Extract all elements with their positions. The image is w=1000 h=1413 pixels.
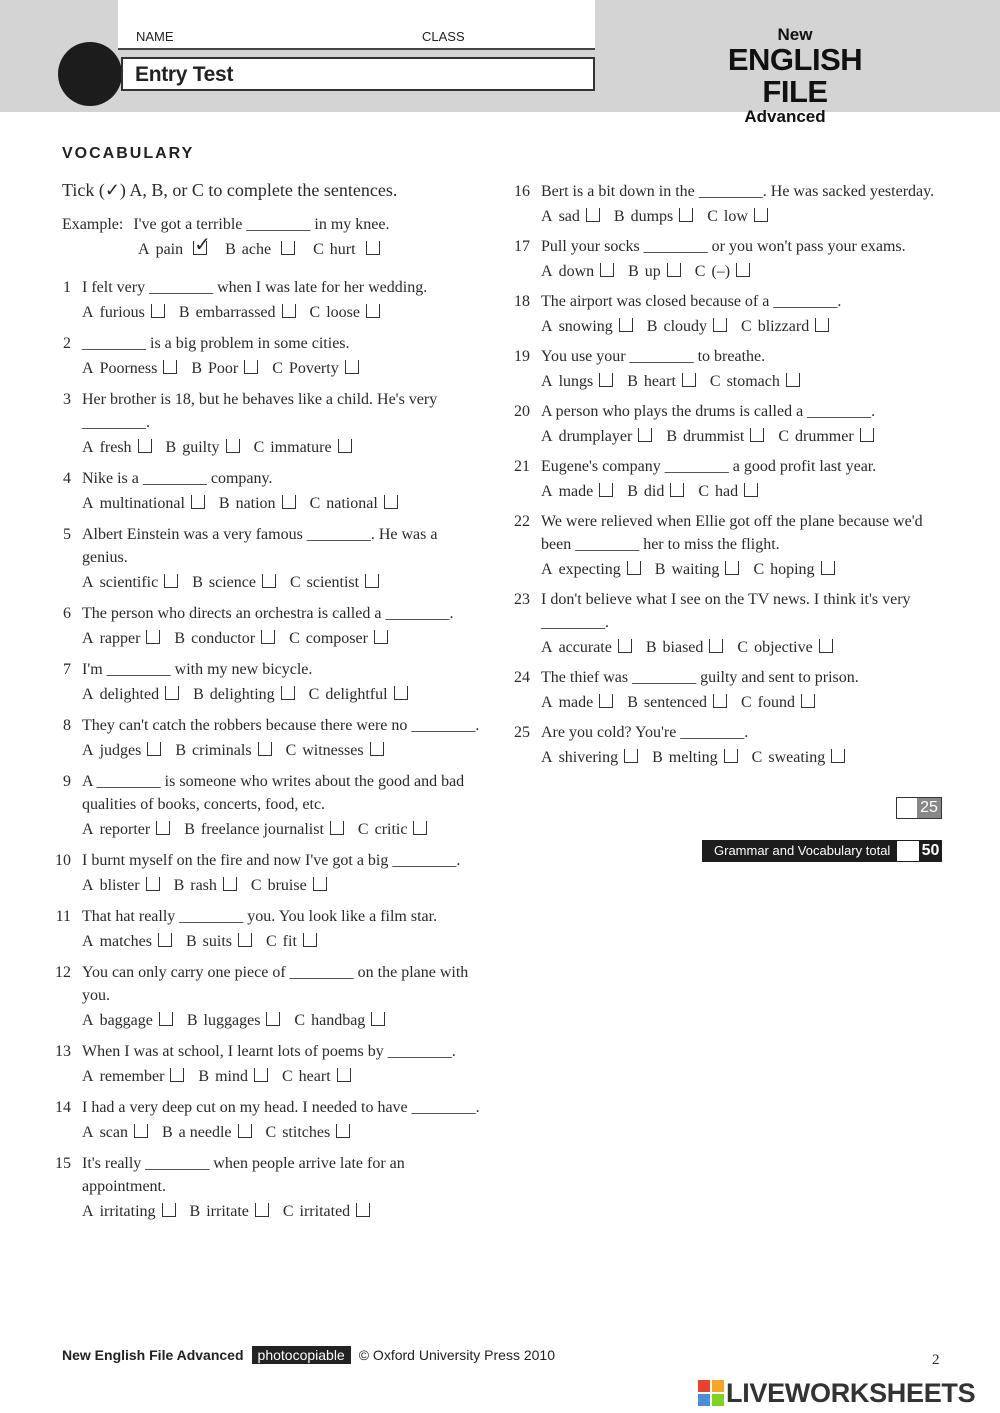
question-text: I don't believe what I see on the TV news. I think it's very ________.: [541, 591, 911, 631]
example-option-c: C hurt: [313, 241, 379, 259]
option-b: B drummist: [666, 425, 764, 448]
answer-options: [82, 571, 487, 594]
question-12: [55, 961, 487, 1032]
option-a: A multinational: [82, 492, 205, 515]
answer-options: [541, 558, 946, 581]
question-text: I burnt myself on the fire and now I've got a big ________.: [82, 852, 461, 869]
answer-options: [541, 636, 946, 659]
tick-icon: ✓: [194, 234, 211, 256]
option-a: A fresh: [82, 436, 152, 459]
option-a: A down: [541, 260, 614, 283]
total-label: Grammar and Vocabulary total: [714, 843, 891, 858]
question-number: 18: [514, 293, 530, 310]
option-b: B dumps: [614, 205, 693, 228]
question-number: 9: [63, 773, 71, 790]
option-a: A Poorness: [82, 357, 177, 380]
option-a: A baggage: [82, 1009, 173, 1032]
answer-checkbox[interactable]: [262, 574, 276, 588]
question-text: We were relieved when Ellie got off the plane because we'd been ________ her to miss the flight.: [541, 513, 923, 553]
answer-options: [82, 301, 487, 324]
answer-checkbox[interactable]: [619, 318, 633, 332]
question-text: It's really ________ when people arrive late for an appointment.: [82, 1155, 405, 1195]
example-checkbox-c[interactable]: [366, 241, 380, 255]
option-c: C stitches: [266, 1121, 351, 1144]
question-text: A person who plays the drums is called a ________.: [541, 403, 876, 420]
example-sentence: I've got a terrible ________ in my knee.: [133, 216, 390, 233]
section-title: VOCABULARY: [62, 145, 195, 162]
question-number: 21: [514, 458, 530, 475]
liveworksheets-text: LIVEWORKSHEETS: [726, 1378, 976, 1408]
answer-checkbox[interactable]: [627, 561, 641, 575]
option-a: A judges: [82, 739, 161, 762]
instruction: Tick (✓) A, B, or C to complete the sentences.: [62, 180, 398, 200]
questions-right-column: [514, 180, 946, 776]
answer-checkbox[interactable]: [254, 1068, 268, 1082]
option-a: A drumplayer: [541, 425, 652, 448]
footer-book-title: New English File Advanced: [62, 1347, 244, 1363]
question-number: 16: [514, 183, 530, 200]
option-b: B waiting: [655, 558, 740, 581]
option-c: C irritated: [283, 1200, 370, 1223]
option-a: A irritating: [82, 1200, 176, 1223]
answer-checkbox[interactable]: [159, 1012, 173, 1026]
example-option-b: B ache: [225, 241, 295, 259]
answer-options: [541, 315, 946, 338]
option-c: C objective: [737, 636, 832, 659]
option-b: B biased: [646, 636, 724, 659]
logo-line-english-file: ENGLISH FILE: [727, 42, 863, 109]
answer-options: [82, 1009, 487, 1032]
option-b: B rash: [174, 874, 237, 897]
answer-options: [82, 818, 487, 841]
question-number: 17: [514, 238, 530, 255]
option-c: C blizzard: [741, 315, 829, 338]
option-b: B embarrassed: [179, 301, 296, 324]
answer-checkbox[interactable]: [151, 304, 165, 318]
question-2: [62, 332, 487, 380]
question-number: 3: [63, 391, 71, 408]
example-options: [138, 234, 394, 259]
answer-checkbox[interactable]: [303, 933, 317, 947]
answer-checkbox[interactable]: [599, 373, 613, 387]
answer-options: [541, 691, 946, 714]
answer-options: [82, 627, 487, 650]
question-6: [62, 602, 487, 650]
question-19: [514, 345, 946, 393]
answer-checkbox[interactable]: [281, 686, 295, 700]
example-checkbox-b[interactable]: [281, 241, 295, 255]
answer-checkbox[interactable]: [356, 1203, 370, 1217]
option-c: C immature: [254, 436, 352, 459]
example-option-a: A pain ✓: [138, 234, 211, 258]
question-16: [514, 180, 946, 228]
option-b: B irritate: [190, 1200, 269, 1223]
page-title: Entry Test: [135, 63, 234, 86]
question-9: [62, 770, 487, 841]
answer-checkbox[interactable]: [371, 1012, 385, 1026]
answer-checkbox[interactable]: [244, 360, 258, 374]
question-10: [55, 849, 487, 897]
answer-checkbox[interactable]: [713, 694, 727, 708]
section-score-input[interactable]: [897, 798, 917, 818]
option-c: C had: [698, 480, 758, 503]
option-a: A remember: [82, 1065, 184, 1088]
answer-options: [82, 1200, 487, 1223]
answer-checkbox[interactable]: [370, 742, 384, 756]
question-text: Eugene's company ________ a good profit last year.: [541, 458, 877, 475]
header-circle-decoration: [58, 42, 122, 106]
option-c: C fit: [266, 930, 317, 953]
option-a: A delighted: [82, 683, 179, 706]
option-c: C critic: [358, 818, 428, 841]
answer-checkbox[interactable]: [266, 1012, 280, 1026]
option-b: B luggages: [187, 1009, 281, 1032]
answer-checkbox[interactable]: [261, 630, 275, 644]
answer-checkbox[interactable]: [156, 821, 170, 835]
option-c: C (–): [695, 260, 750, 283]
answer-checkbox[interactable]: [682, 373, 696, 387]
answer-checkbox[interactable]: [282, 304, 296, 318]
option-b: B suits: [186, 930, 252, 953]
answer-checkbox[interactable]: [860, 428, 874, 442]
option-c: C scientist: [290, 571, 379, 594]
question-number: 10: [55, 852, 71, 869]
question-number: 4: [63, 470, 71, 487]
answer-checkbox[interactable]: [819, 639, 833, 653]
total-score-bar: [702, 840, 942, 862]
option-a: A matches: [82, 930, 172, 953]
question-22: [514, 510, 946, 581]
answer-checkbox[interactable]: [801, 694, 815, 708]
answer-checkbox[interactable]: [223, 877, 237, 891]
question-21: [514, 455, 946, 503]
name-label: NAME: [136, 29, 174, 44]
footer-copyright: © Oxford University Press 2010: [358, 1347, 555, 1363]
answer-checkbox[interactable]: [337, 1068, 351, 1082]
answer-checkbox[interactable]: [754, 208, 768, 222]
answer-checkbox[interactable]: [624, 749, 638, 763]
answer-checkbox[interactable]: [736, 263, 750, 277]
question-text: Are you cold? You're ________.: [541, 724, 749, 741]
question-23: [514, 588, 946, 659]
answer-checkbox[interactable]: [679, 208, 693, 222]
answer-checkbox[interactable]: [336, 1124, 350, 1138]
question-1: [62, 276, 487, 324]
option-a: A sad: [541, 205, 600, 228]
option-b: B cloudy: [647, 315, 727, 338]
question-number: 20: [514, 403, 530, 420]
option-b: B up: [628, 260, 681, 283]
answer-checkbox[interactable]: [724, 749, 738, 763]
page-number: 2: [932, 1352, 940, 1368]
answer-options: [82, 874, 487, 897]
answer-checkbox[interactable]: [330, 821, 344, 835]
section-score-max: 25: [917, 798, 941, 818]
option-b: B mind: [198, 1065, 268, 1088]
option-c: C national: [310, 492, 398, 515]
answer-checkbox[interactable]: [638, 428, 652, 442]
answer-checkbox[interactable]: [600, 263, 614, 277]
option-b: B criminals: [175, 739, 271, 762]
question-text: A ________ is someone who writes about the good and bad qualities of books, concerts, food, etc.: [82, 773, 465, 813]
question-number: 23: [514, 591, 530, 608]
answer-checkbox[interactable]: [138, 439, 152, 453]
question-text: The thief was ________ guilty and sent to prison.: [541, 669, 859, 686]
question-8: [62, 714, 487, 762]
question-number: 5: [63, 526, 71, 543]
answer-options: [82, 739, 487, 762]
option-b: B melting: [652, 746, 738, 769]
answer-checkbox[interactable]: [162, 1203, 176, 1217]
answer-checkbox[interactable]: [282, 495, 296, 509]
question-5: [62, 523, 487, 594]
answer-options: [541, 260, 946, 283]
option-a: A expecting: [541, 558, 641, 581]
answer-checkbox[interactable]: [709, 639, 723, 653]
option-a: A accurate: [541, 636, 632, 659]
question-number: 22: [514, 513, 530, 530]
answer-checkbox[interactable]: [255, 1203, 269, 1217]
option-c: C drummer: [778, 425, 873, 448]
answer-checkbox[interactable]: [394, 686, 408, 700]
answer-checkbox[interactable]: [618, 639, 632, 653]
question-number: 24: [514, 669, 530, 686]
option-b: B heart: [627, 370, 696, 393]
option-a: A made: [541, 691, 613, 714]
answer-checkbox[interactable]: [313, 877, 327, 891]
answer-checkbox[interactable]: [821, 561, 835, 575]
option-b: B Poor: [191, 357, 258, 380]
question-text: You use your ________ to breathe.: [541, 348, 766, 365]
option-c: C handbag: [294, 1009, 385, 1032]
question-number: 12: [55, 964, 71, 981]
answer-checkbox[interactable]: [815, 318, 829, 332]
option-c: C delightful: [309, 683, 408, 706]
name-class-panel: [118, 0, 595, 50]
answer-checkbox[interactable]: [191, 495, 205, 509]
option-a: A scan: [82, 1121, 148, 1144]
option-c: C witnesses: [286, 739, 384, 762]
question-text: The airport was closed because of a ________.: [541, 293, 842, 310]
footer: [62, 1347, 555, 1363]
answer-checkbox[interactable]: [146, 877, 160, 891]
option-b: B a needle: [162, 1121, 252, 1144]
question-3: [62, 388, 487, 459]
option-a: A reporter: [82, 818, 170, 841]
answer-checkbox[interactable]: [146, 630, 160, 644]
question-text: When I was at school, I learnt lots of poems by ________.: [82, 1043, 456, 1060]
option-c: C Poverty: [272, 357, 358, 380]
answer-checkbox[interactable]: [158, 933, 172, 947]
answer-checkbox[interactable]: [713, 318, 727, 332]
answer-options: [82, 357, 487, 380]
question-14: [55, 1096, 487, 1144]
option-a: A snowing: [541, 315, 633, 338]
answer-checkbox[interactable]: [163, 360, 177, 374]
question-number: 11: [55, 908, 71, 925]
question-13: [55, 1040, 487, 1088]
answer-options: [82, 492, 487, 515]
answer-checkbox[interactable]: [170, 1068, 184, 1082]
question-text: Albert Einstein was a very famous ________. He was a genius.: [82, 526, 438, 566]
answer-checkbox[interactable]: [744, 483, 758, 497]
option-a: A made: [541, 480, 613, 503]
option-a: A shivering: [541, 746, 638, 769]
answer-checkbox[interactable]: [384, 495, 398, 509]
question-text: Nike is a ________ company.: [82, 470, 273, 487]
option-a: A lungs: [541, 370, 613, 393]
answer-checkbox[interactable]: [366, 304, 380, 318]
option-b: B nation: [219, 492, 296, 515]
answer-checkbox[interactable]: [345, 360, 359, 374]
option-b: B delighting: [193, 683, 295, 706]
answer-checkbox[interactable]: [750, 428, 764, 442]
answer-checkbox[interactable]: [365, 574, 379, 588]
option-c: C composer: [289, 627, 388, 650]
answer-checkbox[interactable]: [238, 1124, 252, 1138]
question-number: 8: [63, 717, 71, 734]
answer-options: [82, 436, 487, 459]
question-text: Bert is a bit down in the ________. He was sacked yesterday.: [541, 183, 935, 200]
question-text: Her brother is 18, but he behaves like a child. He's very ________.: [82, 391, 438, 431]
question-text: I felt very ________ when I was late for her wedding.: [82, 279, 428, 296]
liveworksheets-logo-icon: [698, 1380, 724, 1406]
answer-checkbox[interactable]: [238, 933, 252, 947]
question-number: 13: [55, 1043, 71, 1060]
question-text: They can't catch the robbers because there were no ________.: [82, 717, 480, 734]
option-b: B conductor: [174, 627, 275, 650]
answer-checkbox[interactable]: [147, 742, 161, 756]
example-checkbox-a[interactable]: [193, 234, 211, 256]
total-score-max: 50: [921, 842, 940, 859]
option-c: C sweating: [752, 746, 846, 769]
option-b: B sentenced: [627, 691, 727, 714]
question-11: [55, 905, 487, 953]
question-20: [514, 400, 946, 448]
question-text: The person who directs an orchestra is called a ________.: [82, 605, 454, 622]
option-a: A blister: [82, 874, 160, 897]
option-c: C bruise: [251, 874, 327, 897]
option-b: B freelance journalist: [184, 818, 344, 841]
option-b: B guilty: [166, 436, 240, 459]
section-score-box: [896, 797, 942, 819]
question-17: [514, 235, 946, 283]
answer-checkbox[interactable]: [258, 742, 272, 756]
answer-options: [82, 683, 487, 706]
answer-checkbox[interactable]: [226, 439, 240, 453]
title-box: [121, 57, 595, 91]
answer-checkbox[interactable]: [164, 574, 178, 588]
question-4: [62, 467, 487, 515]
question-text: I'm ________ with my new bicycle.: [82, 661, 313, 678]
question-24: [514, 666, 946, 714]
option-c: C low: [707, 205, 768, 228]
question-number: 19: [514, 348, 530, 365]
logo-line-advanced: Advanced: [744, 107, 826, 126]
option-a: A rapper: [82, 627, 160, 650]
total-score-input[interactable]: [897, 841, 919, 861]
example-sentence-row: [62, 216, 389, 234]
question-number: 15: [55, 1155, 71, 1172]
answer-checkbox[interactable]: [670, 483, 684, 497]
answer-checkbox[interactable]: [786, 373, 800, 387]
question-number: 7: [63, 661, 71, 678]
question-7: [62, 658, 487, 706]
question-text: That hat really ________ you. You look like a film star.: [82, 908, 438, 925]
answer-checkbox[interactable]: [667, 263, 681, 277]
photocopiable-badge: photocopiable: [252, 1346, 351, 1364]
option-c: C stomach: [710, 370, 800, 393]
questions-left-column: [55, 276, 487, 1231]
answer-options: [541, 746, 946, 769]
answer-options: [82, 1121, 487, 1144]
answer-options: [541, 425, 946, 448]
answer-checkbox[interactable]: [374, 630, 388, 644]
answer-options: [541, 480, 946, 503]
question-text: You can only carry one piece of ________ on the plane with you.: [82, 964, 469, 1004]
option-c: C hoping: [753, 558, 834, 581]
answer-checkbox[interactable]: [338, 439, 352, 453]
question-number: 25: [514, 724, 530, 741]
answer-checkbox[interactable]: [586, 208, 600, 222]
question-number: 6: [63, 605, 71, 622]
question-25: [514, 721, 946, 769]
question-number: 1: [63, 279, 71, 296]
option-b: B science: [192, 571, 276, 594]
question-text: ________ is a big problem in some cities.: [82, 335, 350, 352]
option-a: A scientific: [82, 571, 178, 594]
answer-checkbox[interactable]: [413, 821, 427, 835]
logo-line-new: New: [777, 25, 813, 44]
option-b: B did: [627, 480, 684, 503]
english-file-logo: [700, 26, 890, 126]
answer-checkbox[interactable]: [599, 483, 613, 497]
answer-options: [82, 1065, 487, 1088]
answer-checkbox[interactable]: [165, 686, 179, 700]
question-18: [514, 290, 946, 338]
answer-checkbox[interactable]: [599, 694, 613, 708]
example-label: Example:: [62, 216, 124, 233]
option-c: C heart: [282, 1065, 351, 1088]
answer-checkbox[interactable]: [134, 1124, 148, 1138]
answer-checkbox[interactable]: [725, 561, 739, 575]
answer-options: [541, 370, 946, 393]
option-c: C loose: [310, 301, 380, 324]
question-number: 14: [55, 1099, 71, 1116]
answer-checkbox[interactable]: [831, 749, 845, 763]
option-a: A furious: [82, 301, 165, 324]
option-c: C found: [741, 691, 815, 714]
answer-options: [82, 930, 487, 953]
question-number: 2: [63, 335, 71, 352]
question-text: I had a very deep cut on my head. I needed to have ________.: [82, 1099, 480, 1116]
answer-options: [541, 205, 946, 228]
question-text: Pull your socks ________ or you won't pass your exams.: [541, 238, 906, 255]
class-label: CLASS: [422, 29, 465, 44]
question-15: [55, 1152, 487, 1223]
